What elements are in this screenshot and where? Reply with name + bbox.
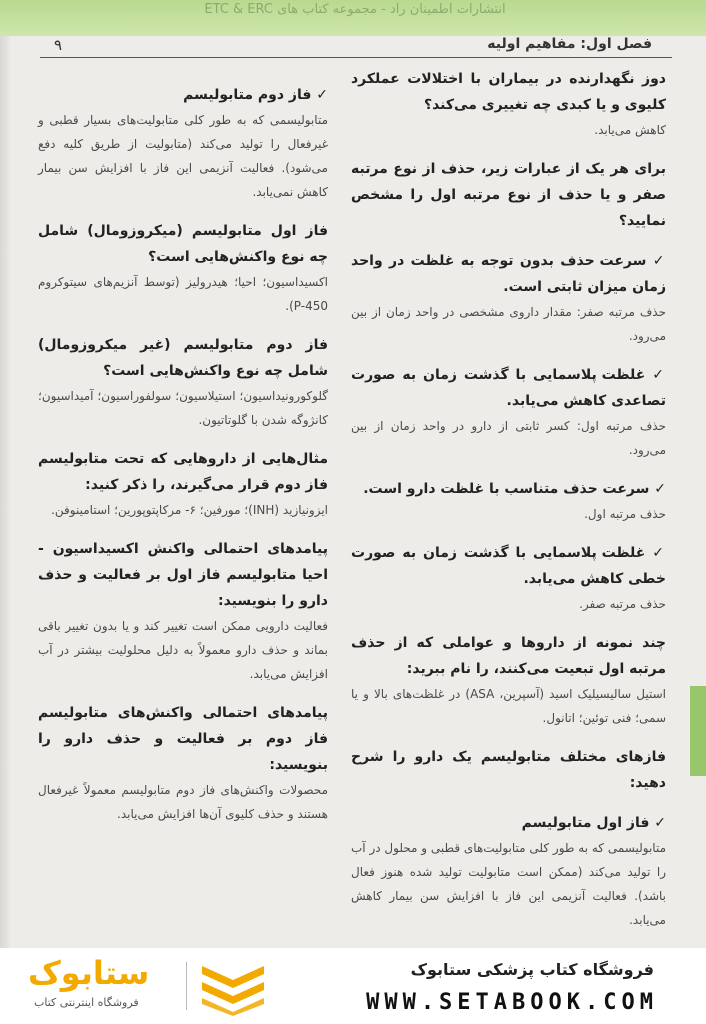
- answer-text: ایزونیازید (INH)؛ مورفین؛ ۶- مرکاپتوپورین؛ استامینوفن.: [51, 503, 328, 517]
- answer-text: متابولیسمی که به طور کلی متابولیت‌های قطبی و محلول در آب را تولید می‌کند (ممکن است متابولیت تولید شده هنوز فعال باشد). فعالیت آنزیمی این فاز با افزایش سن بیمار کاهش می‌یابد.: [351, 841, 666, 927]
- qa-block: [38, 536, 328, 686]
- qa-block: [351, 630, 666, 730]
- qa-block: [351, 248, 666, 348]
- question-text: دوز نگهدارنده در بیماران با اختلالات عملکرد کلیوی و یا کبدی چه تغییری می‌کند؟: [351, 71, 666, 113]
- answer-text: متابولیسمی که به طور کلی متابولیت‌های بسیار قطبی و غیرفعال را تولید می‌کند (متابولیت از طریق کلیه دفع می‌شود). فعالیت آنزیمی این فاز با افزایش سن بیمار کاهش نمی‌یابد.: [38, 113, 328, 199]
- answer-text: محصولات واکنش‌های فاز دوم متابولیسم معمولاً غیرفعال هستند و حذف کلیوی آن‌ها افزایش می‌یابد.: [38, 783, 328, 821]
- qa-block: [351, 810, 666, 932]
- brand-logo: ستابوک: [28, 954, 150, 992]
- qa-block: [38, 82, 328, 204]
- page-number: ۹: [54, 36, 63, 54]
- page-shadow: [0, 0, 12, 948]
- question-text: ✓ غلظت پلاسمایی با گذشت زمان به صورت خطی کاهش می‌یابد.: [351, 540, 666, 592]
- qa-block: [351, 744, 666, 796]
- header-rule: [40, 57, 672, 58]
- answer-text: گلوکورونیداسیون؛ استیلاسیون؛ سولفوراسیون؛ آمیداسیون؛ کانژوگه شدن با گلوتاتیون.: [38, 389, 328, 427]
- question-text: ✓ سرعت حذف بدون توجه به غلظت در واحد زمان میزان ثابتی است.: [351, 248, 666, 300]
- question-text: چند نمونه از داروها و عواملی که از حذف مرتبه اول تبعیت می‌کنند، را نام ببرید:: [351, 635, 666, 677]
- answer-text: فعالیت دارویی ممکن است تغییر کند و یا بدون تغییر باقی بماند و حذف دارو معمولاً به دلیل محلولیت بیشتر در آب افزایش می‌یابد.: [38, 619, 328, 681]
- question-text: پیامدهای احتمالی واکنش‌های متابولیسم فاز دوم بر فعالیت و حذف دارو را بنویسید:: [38, 705, 328, 773]
- brand-divider: [186, 962, 187, 1010]
- question-text: فاز دوم متابولیسم (غیر میکروزومال) شامل چه نوع واکنش‌هایی است؟: [38, 337, 328, 379]
- question-text: ✓ غلظت پلاسمایی با گذشت زمان به صورت تصاعدی کاهش می‌یابد.: [351, 362, 666, 414]
- question-text: پیامدهای احتمالی واکنش اکسیداسیون - احیا متابولیسم فاز اول بر فعالیت و حذف دارو را بنویسید:: [38, 541, 328, 609]
- question-text: فازهای مختلف متابولیسم یک دارو را شرح دهید:: [351, 749, 666, 791]
- question-text: ✓ فاز اول متابولیسم: [351, 810, 666, 836]
- question-text: ✓ سرعت حذف متناسب با غلظت دارو است.: [351, 476, 666, 502]
- qa-block: [38, 700, 328, 826]
- store-footer: [0, 948, 706, 1024]
- answer-text: حذف مرتبه صفر: مقدار داروی مشخصی در واحد زمان از بین می‌رود.: [351, 305, 666, 343]
- question-text: برای هر یک از عبارات زیر، حذف از نوع مرتبه صفر و یا حذف از نوع مرتبه اول را مشخص نمایید؟: [351, 161, 666, 229]
- answer-text: کاهش می‌یابد.: [594, 123, 666, 137]
- answer-text: حذف مرتبه اول: کسر ثابتی از دارو در واحد زمان از بین می‌رود.: [351, 419, 666, 457]
- chapter-title: فصل اول: مفاهیم اولیه: [487, 36, 652, 52]
- answer-text: استیل سالیسیلیک اسید (آسپرین، ASA) در غلظت‌های بالا و یا سمی؛ فنی توئین؛ اتانول.: [351, 687, 667, 725]
- answer-text: حذف مرتبه اول.: [584, 507, 666, 521]
- qa-block: [351, 540, 666, 616]
- qa-block: [38, 332, 328, 432]
- brand-tagline: فروشگاه اینترنتی کتاب: [34, 996, 139, 1009]
- qa-block: [351, 362, 666, 462]
- qa-block: [38, 218, 328, 318]
- header-band: [0, 0, 706, 36]
- left-column: [38, 82, 328, 840]
- publisher-line: انتشارات اطمینان راد - مجموعه کتاب های ETC & ERC: [204, 2, 506, 17]
- store-url[interactable]: WWW.SETABOOK.COM: [366, 990, 658, 1015]
- answer-text: اکسیداسیون؛ احیا؛ هیدرولیز (توسط آنزیم‌های سیتوکروم P-450).: [38, 275, 328, 313]
- qa-block: [351, 476, 666, 526]
- qa-block: [351, 66, 666, 142]
- right-column: [351, 66, 666, 946]
- question-text: فاز اول متابولیسم (میکروزومال) شامل چه نوع واکنش‌هایی است؟: [38, 223, 328, 265]
- qa-block: [38, 446, 328, 522]
- answer-text: حذف مرتبه صفر.: [579, 597, 666, 611]
- chapter-tab: [690, 686, 706, 776]
- question-text: مثال‌هایی از داروهایی که تحت متابولیسم فاز دوم قرار می‌گیرند، را ذکر کنید:: [38, 451, 328, 493]
- question-text: ✓ فاز دوم متابولیسم: [38, 82, 328, 108]
- qa-block: [351, 156, 666, 234]
- book-stack-icon: [196, 958, 270, 1016]
- store-name: فروشگاه کتاب پزشکی ستابوک: [410, 960, 654, 979]
